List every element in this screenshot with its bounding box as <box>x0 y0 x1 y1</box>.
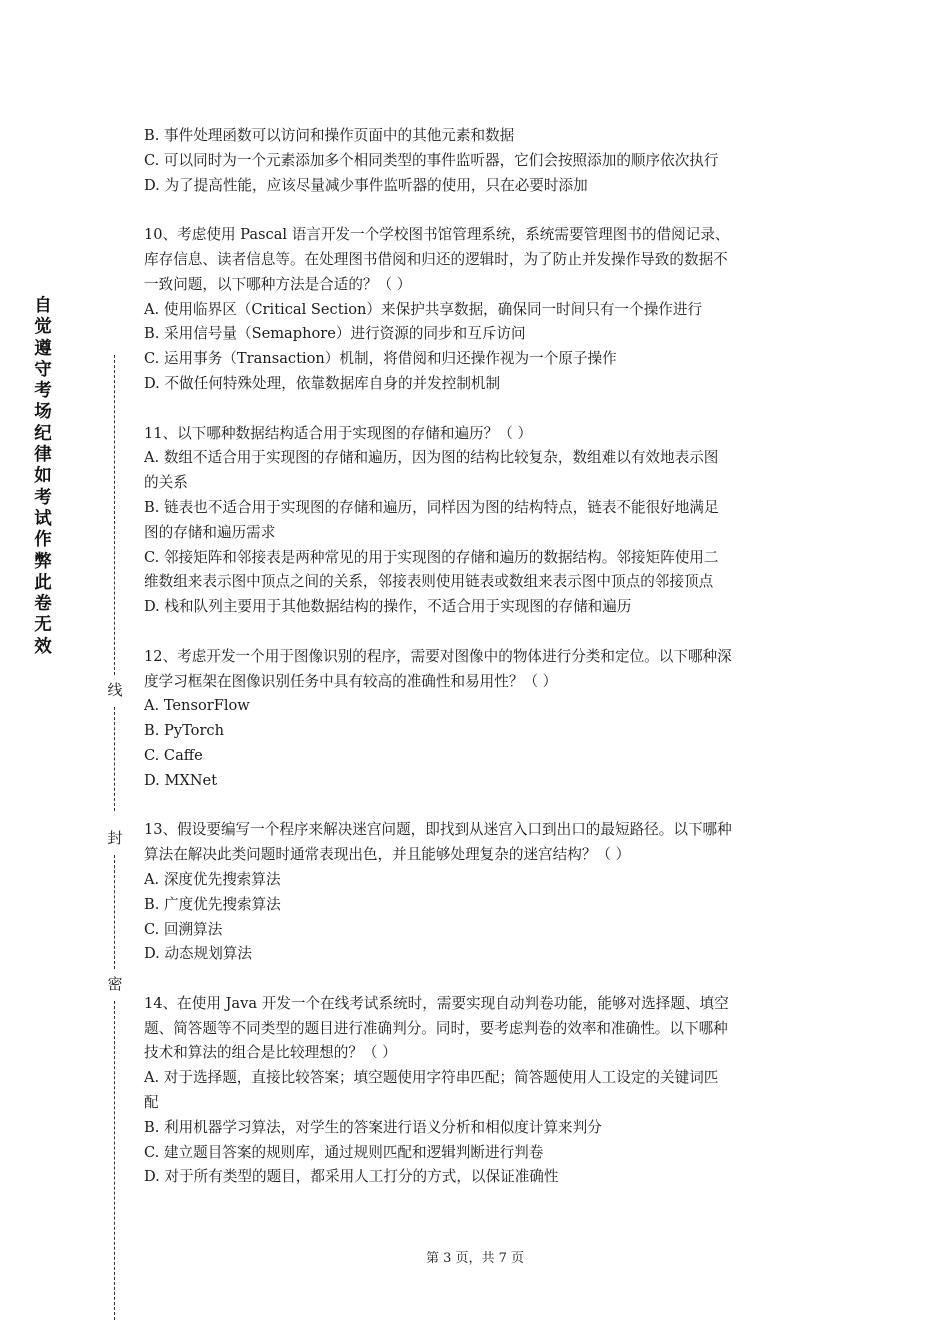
option-line: B. 事件处理函数可以访问和操作页面中的其他元素和数据 <box>144 127 515 144</box>
option-line: A. TensorFlow <box>144 697 250 715</box>
binding-dash-segment <box>114 855 115 969</box>
option-line: A. 数组不适合用于实现图的存储和遍历，因为图的结构比较复杂，数组难以有效地表示图 <box>144 449 719 467</box>
option-line: A. 对于选择题，直接比较答案；填空题使用字符串匹配；简答题使用人工设定的关键词匹 <box>144 1069 719 1087</box>
option-line: D. 栈和队列主要用于其他数据结构的操作，不适合用于实现图的存储和遍历 <box>144 598 632 616</box>
option-line: B. PyTorch <box>144 722 225 740</box>
question-stem-line: 一致问题，以下哪种方法是合适的？（ ） <box>144 275 412 293</box>
option-line: D. 不做任何特殊处理，依靠数据库自身的并发控制机制 <box>144 374 501 392</box>
question-stem-line: 算法在解决此类问题时通常表现出色，并且能够处理复杂的迷宫结构？（ ） <box>144 846 631 864</box>
question-11 <box>144 422 812 620</box>
option-line: D. 对于所有类型的题目，都采用人工打分的方式，以保证准确性 <box>144 1168 559 1186</box>
option-line: B. 链表也不适合用于实现图的存储和遍历，同样因为图的结构特点，链表不能很好地满足 <box>144 498 719 516</box>
option-line: C. Caffe <box>144 746 203 764</box>
previous-question-options <box>144 124 812 198</box>
binding-dash-segment <box>114 707 115 811</box>
option-line: D. 动态规划算法 <box>144 945 253 963</box>
option-line: B. 采用信号量（Semaphore）进行资源的同步和互斥访问 <box>144 325 526 343</box>
question-stem-line: 14、在使用 Java 开发一个在线考试系统时，需要实现自动判卷功能，能够对选择题、填空 <box>144 994 729 1012</box>
option-line: B. 利用机器学习算法，对学生的答案进行语义分析和相似度计算来判分 <box>144 1118 602 1136</box>
question-stem-line: 题、简答题等不同类型的题目进行准确判分。同时，要考虑判卷的效率和准确性。以下哪种 <box>144 1019 728 1037</box>
option-line: C. 回溯算法 <box>144 920 223 938</box>
binding-mark-xian: 线 <box>104 681 126 699</box>
question-stem-line: 技术和算法的组合是比较理想的？（ ） <box>144 1044 397 1062</box>
option-line: A. 深度优先搜索算法 <box>144 870 281 888</box>
binding-mark-mi: 密 <box>104 975 126 993</box>
option-line: A. 使用临界区（Critical Section）来保护共享数据，确保同一时间只有一个操作进行 <box>144 300 703 318</box>
question-stem-line: 13、假设要编写一个程序来解决迷宫问题，即找到从迷宫入口到出口的最短路径。以下哪种 <box>144 821 732 839</box>
option-line: 配 <box>144 1094 159 1112</box>
exam-rule-vertical-note: 自觉遵守考场纪律如考试作弊此卷无效 <box>34 296 52 657</box>
option-line: B. 广度优先搜索算法 <box>144 895 281 913</box>
question-stem-line: 12、考虑开发一个用于图像识别的程序，需要对图像中的物体进行分类和定位。以下哪种深 <box>144 647 732 665</box>
option-line: 的关系 <box>144 474 188 492</box>
question-13 <box>144 818 812 967</box>
page-number-footer: 第 3 页，共 7 页 <box>425 1251 525 1266</box>
question-14 <box>144 992 812 1190</box>
binding-dash-segment <box>114 355 115 675</box>
option-line: 图的存储和遍历需求 <box>144 523 276 541</box>
question-stem-line: 库存信息、读者信息等。在处理图书借阅和归还的逻辑时，为了防止并发操作导致的数据不 <box>144 250 728 268</box>
question-content <box>144 124 812 1190</box>
option-line: D. 为了提高性能，应该尽量减少事件监听器的使用，只在必要时添加 <box>144 176 588 194</box>
option-line: D. MXNet <box>144 771 218 789</box>
option-line: C. 建立题目答案的规则库，通过规则匹配和逻辑判断进行判卷 <box>144 1143 544 1161</box>
binding-line <box>104 355 126 1320</box>
binding-dash-segment <box>114 1001 115 1320</box>
option-line: 维数组来表示图中顶点之间的关系，邻接表则使用链表或数组来表示图中顶点的邻接顶点 <box>144 573 714 591</box>
option-line: C. 运用事务（Transaction）机制，将借阅和归还操作视为一个原子操作 <box>144 350 617 368</box>
question-12 <box>144 645 812 794</box>
question-stem-line: 10、考虑使用 Pascal 语言开发一个学校图书馆管理系统，系统需要管理图书的借阅记录、 <box>144 226 730 244</box>
option-line: C. 邻接矩阵和邻接表是两种常见的用于实现图的存储和遍历的数据结构。邻接矩阵使用二 <box>144 548 719 566</box>
binding-mark-feng: 封 <box>104 829 126 847</box>
question-stem-line: 11、以下哪种数据结构适合用于实现图的存储和遍历？（ ） <box>144 424 533 442</box>
question-stem-line: 度学习框架在图像识别任务中具有较高的准确性和易用性？（ ） <box>144 672 558 690</box>
question-10 <box>144 223 812 397</box>
option-line: C. 可以同时为一个元素添加多个相同类型的事件监听器，它们会按照添加的顺序依次执行 <box>144 151 719 169</box>
